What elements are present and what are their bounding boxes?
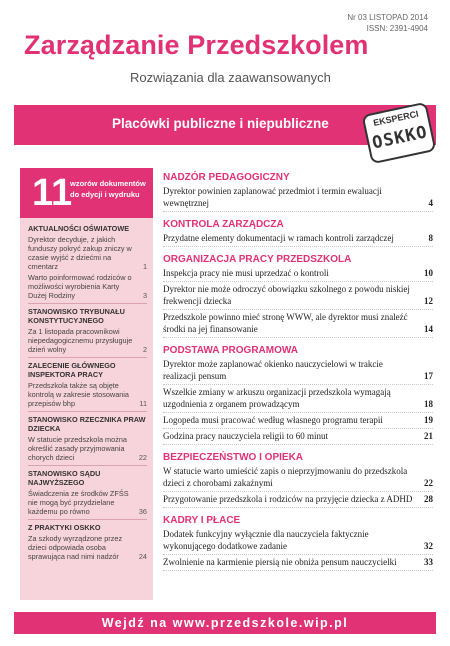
sidebar-item-text: Przedszkola także są objęte kontrolą w zakresie stosowania przepisów bhp <box>28 381 129 408</box>
sidebar <box>20 168 153 600</box>
toc-entry[interactable] <box>163 528 433 555</box>
toc-entry-page: 8 <box>428 233 433 243</box>
toc-entry-page: 12 <box>424 296 433 306</box>
section-heading: KADRY I PŁACE <box>163 515 241 526</box>
sidebar-item-page: 3 <box>142 291 147 300</box>
sidebar-sections <box>20 218 153 561</box>
toc-entry[interactable] <box>163 185 433 212</box>
section-heading: NADZÓR PEDAGOGICZNY <box>163 172 290 183</box>
toc-entry-page: 18 <box>424 399 433 409</box>
issn: ISSN: 2391-4904 <box>366 24 428 33</box>
toc-entry-title: Przydatne elementy dokumentacji w ramach kontroli zarządczej <box>163 233 394 243</box>
toc-entry[interactable] <box>163 465 433 492</box>
toc-entry[interactable] <box>163 311 433 338</box>
issue-number: Nr 03 LISTOPAD 2014 <box>347 13 428 22</box>
sidebar-item-page: 24 <box>138 552 147 561</box>
sidebar-item[interactable] <box>28 489 147 516</box>
sidebar-item-page: 22 <box>138 453 147 462</box>
section-heading: KONTROLA ZARZĄDCZA <box>163 219 284 230</box>
toc-entry-title: Wszelkie zmiany w arkuszu organizacji przedszkola wymagają uzgodnienia z organem prowadzącym <box>163 387 391 409</box>
toc-entry[interactable] <box>163 430 433 445</box>
banner-text: Placówki publiczne i niepubliczne <box>112 116 329 131</box>
toc-entry-page: 17 <box>424 371 433 381</box>
stamp-bottom-text: OSKKO <box>370 122 430 154</box>
sidebar-item[interactable] <box>28 273 147 300</box>
sidebar-item-page: 36 <box>138 507 147 516</box>
stamp-top-text: EKSPERCI <box>372 108 420 129</box>
sidebar-item-text: W statucie przedszkola można określić zasady przyjmowania chorych dzieci <box>28 435 127 462</box>
toc-entry-page: 22 <box>424 478 433 488</box>
section-heading: BEZPIECZEŃSTWO I OPIEKA <box>163 452 304 463</box>
sidebar-item-text: Za 1 listopada pracownikowi niepedagogicznemu przysługuje dzień wolny <box>28 327 133 354</box>
section-heading: ORGANIZACJA PRACY PRZEDSZKOLA <box>163 254 352 265</box>
sidebar-section <box>20 462 153 516</box>
toc-entry-page: 28 <box>424 494 433 504</box>
sidebar-section <box>20 354 153 408</box>
sidebar-section <box>20 218 153 300</box>
toc-entry[interactable] <box>163 358 433 385</box>
template-count-desc: wzorów dokumentów do edycji i wydruku <box>70 179 146 199</box>
footer-link[interactable]: Wejdź na www.przedszkole.wip.pl <box>101 616 349 630</box>
toc-entry[interactable] <box>163 232 433 247</box>
toc-entry-page: 19 <box>424 415 433 425</box>
sidebar-item[interactable] <box>28 534 147 561</box>
template-count: 11 <box>32 172 73 214</box>
sidebar-item[interactable] <box>28 327 147 354</box>
section-heading: PODSTAWA PROGRAMOWA <box>163 345 298 356</box>
sidebar-item-page: 2 <box>142 345 147 354</box>
sidebar-section <box>20 408 153 462</box>
toc-entry[interactable] <box>163 414 433 429</box>
sidebar-item-page: 11 <box>139 399 147 408</box>
toc-entry-title: Godzina pracy nauczyciela religii to 60 minut <box>163 431 328 441</box>
sidebar-section-title: ZALECENIE GŁÓWNEGO INSPEKTORA PRACY <box>28 357 147 379</box>
toc-entry-title: Dyrektor powinien zaplanować przedmiot i termin ewaluacji wewnętrznej <box>163 186 382 208</box>
magazine-subtitle: Rozwiązania dla zaawansowanych <box>130 70 331 85</box>
sidebar-section-title: STANOWISKO TRYBUNAŁU KONSTYTUCYJNEGO <box>28 303 147 325</box>
table-of-contents <box>163 165 433 572</box>
toc-entry-title: Dodatek funkcyjny wyłącznie dla nauczyciela faktycznie wykonującego dodatkowe zadanie <box>163 529 369 551</box>
toc-entry-page: 33 <box>424 557 433 567</box>
toc-entry-title: Dyrektor nie może odroczyć obowiązku szkolnego z powodu niskiej frekwencji dziecka <box>163 284 410 306</box>
sidebar-section-title: STANOWISKO RZECZNIKA PRAW DZIECKA <box>28 411 147 433</box>
sidebar-section-title: STANOWISKO SĄDU NAJWYŻSZEGO <box>28 465 147 487</box>
toc-entry-title: Przedszkole powinno mieć stronę WWW, ale dyrektor musi znaleźć środki na jej finansowanie <box>163 312 408 334</box>
toc-entry-page: 10 <box>424 268 433 278</box>
toc-entry-title: Zwolnienie na karmienie piersią nie obniża pensum nauczycielki <box>163 557 397 567</box>
toc-entry-title: Dyrektor może zaplanować okienko nauczycielowi w trakcie realizacji pensum <box>163 359 383 381</box>
magazine-title: Zarządzanie Przedszkolem <box>24 30 369 60</box>
sidebar-item-text: Świadczenia ze środków ZFŚS nie mogą być przydzielane każdemu po równo <box>28 489 129 516</box>
toc-entry-title: Przygotowanie przedszkola i rodziców na przyjęcie dziecka z ADHD <box>163 494 413 504</box>
toc-entry[interactable] <box>163 267 433 282</box>
toc-entry-title: W statucie warto umieścić zapis o nieprzyjmowaniu do przedszkola dzieci z chorobami zakaźnymi <box>163 466 408 488</box>
sidebar-item-text: Dyrektor decyduje, z jakich funduszy pokryć zakup zniczy w czasie wyjść z dziećmi na cmentarz <box>28 235 132 271</box>
toc-entry-page: 14 <box>424 324 433 334</box>
sidebar-section <box>20 300 153 354</box>
toc-entry-page: 32 <box>424 541 433 551</box>
sidebar-item[interactable] <box>28 435 147 462</box>
sidebar-section-title: AKTUALNOŚCI OŚWIATOWE <box>28 224 130 233</box>
sidebar-item-text: Za szkody wyrządzone przez dzieci odpowiada osoba sprawująca nad nimi nadzór <box>28 534 123 561</box>
toc-entry[interactable] <box>163 386 433 413</box>
sidebar-section-title: Z PRAKTYKI OSKKO <box>28 519 147 532</box>
toc-entry-title: Inspekcja pracy nie musi uprzedzać o kontroli <box>163 268 329 278</box>
footer-bar[interactable] <box>14 612 436 634</box>
toc-entry-page: 21 <box>424 431 433 441</box>
toc-entry-page: 4 <box>428 198 433 208</box>
toc-entry[interactable] <box>163 493 433 508</box>
toc-entry-title: Logopeda musi pracować według własnego programu terapii <box>163 415 383 425</box>
sidebar-item[interactable] <box>28 235 147 271</box>
toc-entry[interactable] <box>163 283 433 310</box>
sidebar-section <box>20 516 153 561</box>
sidebar-item[interactable] <box>28 381 147 408</box>
sidebar-item-page: 1 <box>142 262 147 271</box>
sidebar-header <box>20 168 153 218</box>
toc-entry[interactable] <box>163 556 433 571</box>
sidebar-item-text: Warto poinformować rodziców o możliwości wyrobienia Karty Dużej Rodziny <box>28 273 132 300</box>
